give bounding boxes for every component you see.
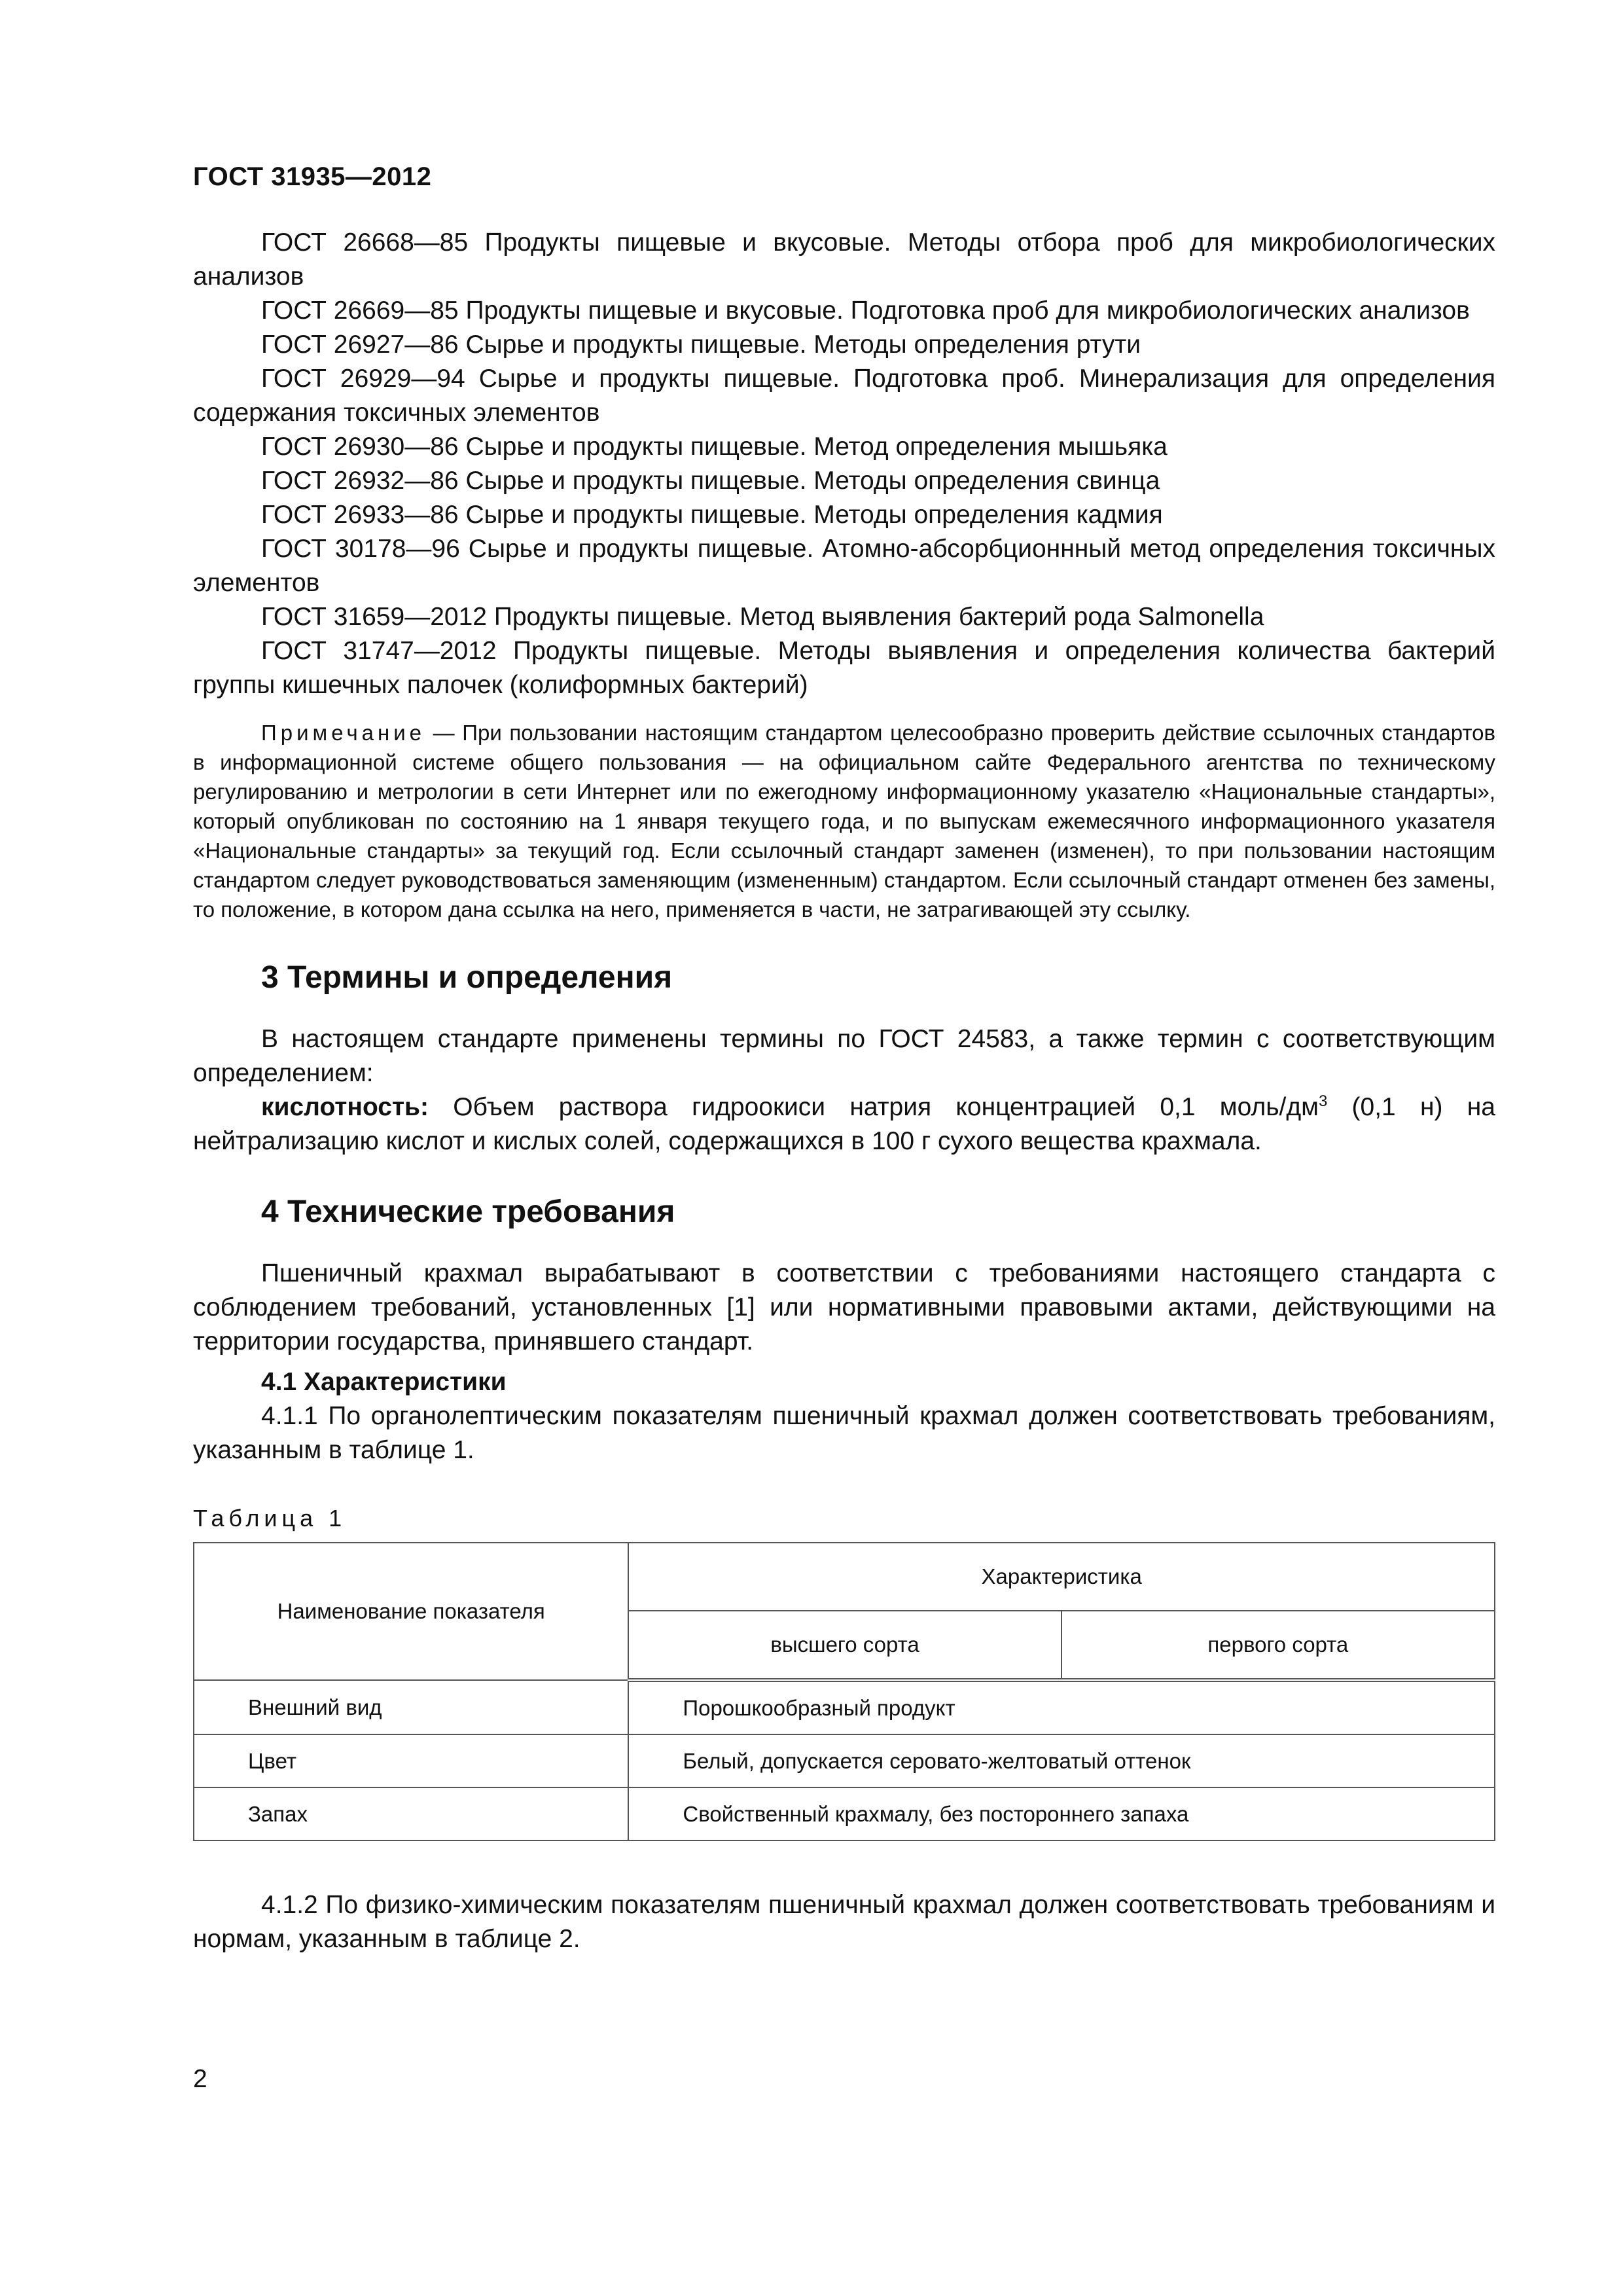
- section-3-title: 3 Термины и определения: [261, 960, 673, 995]
- table-cell-name: Цвет: [194, 1734, 628, 1787]
- table-row: [194, 1680, 1495, 1734]
- term-definition: [193, 1090, 1495, 1158]
- subsection-4-1-title: 4.1 Характеристики: [261, 1368, 507, 1396]
- note-paragraph: [193, 718, 1495, 924]
- table-cell-name: Запах: [194, 1787, 628, 1840]
- table-1: [193, 1542, 1495, 1841]
- table-cell-value: Белый, допускается серовато-желтоватый оттенок: [628, 1734, 1495, 1787]
- section-4-title: 4 Технические требования: [261, 1194, 675, 1229]
- table-cell-value: Свойственный крахмалу, без постороннего запаха: [628, 1787, 1495, 1840]
- reference-item: ГОСТ 26933—86 Сырье и продукты пищевые. Методы определения кадмия: [261, 501, 1163, 529]
- note-text: — При пользовании настоящим стандартом целесообразно проверить действие ссылочных стандартов в информационной системе общего пользования — на официальном сайте Федерального агентства по техническому регулированию и метрологии в сети Интернет или по ежегодному информационному указателю «Национальные стандарты», который опубликован по состоянию на 1 января текущего года, и по выпускам ежемесячного информационного указателя «Национальные стандарты» за текущий год. Если ссылочный стандарт заменен (изменен), то при пользовании настоящим стандартом следует руководствоваться заменяющим (измененным) стандартом. Если ссылочный стандарт отменен без замены, то положение, в котором дана ссылка на него, применяется в части, не затрагивающей эту ссылку.: [193, 721, 1495, 922]
- reference-item: ГОСТ 31659—2012 Продукты пищевые. Метод выявления бактерий рода Salmonella: [261, 603, 1264, 631]
- table-header-first-grade: первого сорта: [1061, 1611, 1495, 1680]
- paragraph-4-1-2: 4.1.2 По физико-химическим показателям пшеничный крахмал должен соответствовать требованиям и нормам, указанным в таблице 2.: [193, 1891, 1495, 1953]
- section-3-intro: В настоящем стандарте применены термины по ГОСТ 24583, а также термин с соответствующим определением:: [193, 1025, 1495, 1087]
- paragraph-4-1-1: 4.1.1 По органолептическим показателям пшеничный крахмал должен соответствовать требованиям, указанным в таблице 1.: [193, 1402, 1495, 1464]
- reference-item: ГОСТ 26669—85 Продукты пищевые и вкусовые. Подготовка проб для микробиологических анализов: [261, 296, 1470, 325]
- page-number: 2: [193, 2065, 207, 2093]
- page-content: [193, 226, 1495, 1956]
- table-row: [194, 1734, 1495, 1787]
- reference-item: ГОСТ 26929—94 Сырье и продукты пищевые. Подготовка проб. Минерализация для определения содержания токсичных элементов: [193, 365, 1495, 427]
- reference-item: ГОСТ 31747—2012 Продукты пищевые. Методы выявления и определения количества бактерий группы кишечных палочек (колиформных бактерий): [193, 637, 1495, 699]
- document-header: ГОСТ 31935—2012: [193, 162, 432, 191]
- definition-superscript: 3: [1318, 1092, 1328, 1110]
- table-cell-value: Порошкообразный продукт: [628, 1680, 1495, 1734]
- section-4-intro: Пшеничный крахмал вырабатывают в соответствии с требованиями настоящего стандарта с соблюдением требований, установленных [1] или нормативными правовыми актами, действующими на территории государства, принявшего стандарт.: [193, 1259, 1495, 1355]
- table-cell-name: Внешний вид: [194, 1680, 628, 1734]
- reference-item: ГОСТ 26930—86 Сырье и продукты пищевые. Метод определения мышьяка: [261, 433, 1168, 461]
- table-header-group: Характеристика: [628, 1543, 1495, 1611]
- reference-item: ГОСТ 26932—86 Сырье и продукты пищевые. Методы определения свинца: [261, 467, 1160, 495]
- definition-part-b: (0,1 н) на нейтрализацию кислот и кислых солей, содержащихся в 100 г сухого вещества крахмала.: [193, 1093, 1495, 1155]
- reference-item: ГОСТ 26927—86 Сырье и продукты пищевые. Методы определения ртути: [261, 331, 1141, 359]
- table-1-caption: Таблица 1: [193, 1505, 347, 1532]
- reference-item: ГОСТ 26668—85 Продукты пищевые и вкусовые. Методы отбора проб для микробиологических анализов: [193, 228, 1495, 291]
- definition-part-a: Объем раствора гидроокиси натрия концентрацией 0,1 моль/дм: [429, 1093, 1319, 1121]
- note-label: Примечание: [261, 721, 426, 745]
- term-name: кислотность:: [261, 1093, 429, 1121]
- table-row: [194, 1787, 1495, 1840]
- table-header-high-grade: высшего сорта: [628, 1611, 1061, 1680]
- reference-item: ГОСТ 30178—96 Сырье и продукты пищевые. Атомно-абсорбционнный метод определения токсичных элементов: [193, 535, 1495, 597]
- table-header-name: Наименование показателя: [194, 1543, 628, 1680]
